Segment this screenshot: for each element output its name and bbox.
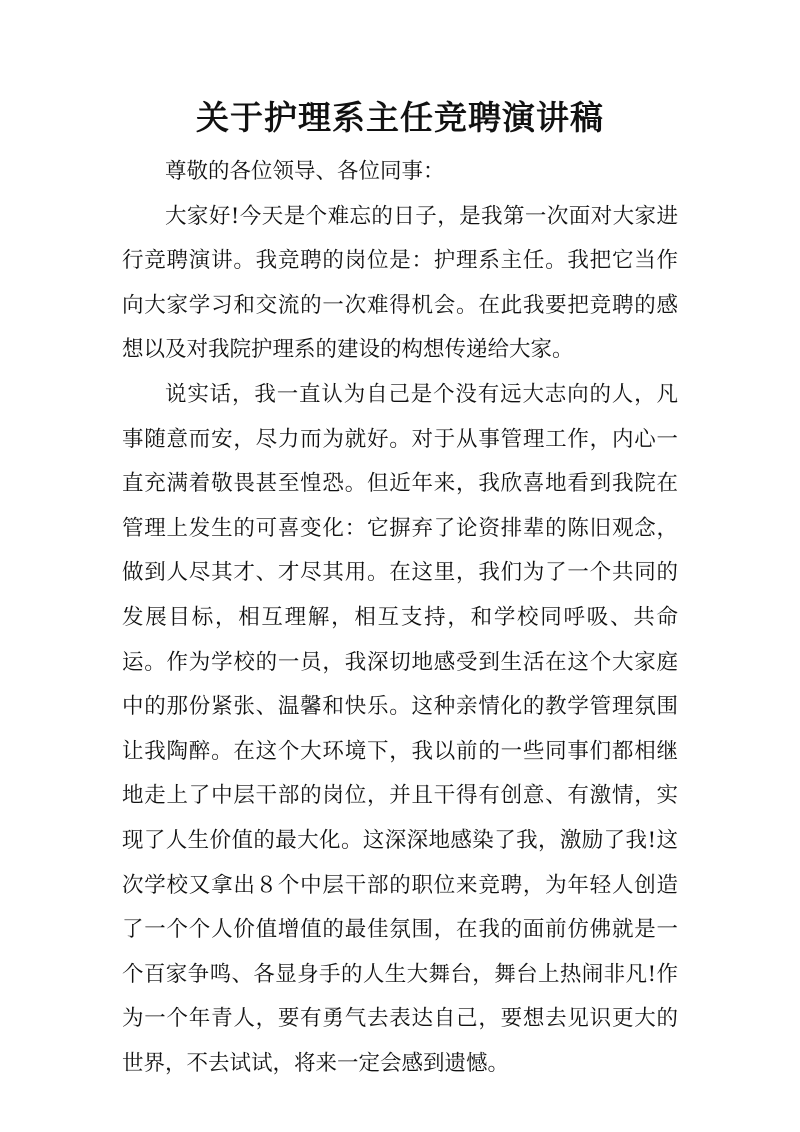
document-body [122,150,678,1086]
greeting-line: 尊敬的各位领导、各位同事： [165,159,445,184]
paragraph-main: 说实话，我一直认为自己是个没有远大志向的人，凡事随意而安，尽力而为就好。对于从事管理工作，内心一直充满着敬畏甚至惶恐。但近年来，我欣喜地看到我院在管理上发生的可喜变化：它摒弃了论资排辈的陈旧观念，做到人尽其才、才尽其用。在这里，我们为了一个共同的发展目标，相互理解，相互支持，和学校同呼吸、共命运。作为学校的一员，我深切地感受到生活在这个大家庭中的那份紧张、温馨和快乐。这种亲情化的教学管理氛围让我陶醉。在这个大环境下，我以前的一些同事们都相继地走上了中层干部的岗位，并且干得有创意、有激情，实现了人生价值的最大化。这深深地感染了我，激励了我!这次学校又拿出８个中层干部的职位来竞聘，为年轻人创造了一个个人价值增值的最佳氛围，在我的面前仿佛就是一个百家争鸣、各显身手的人生大舞台，舞台上热闹非凡!作为一个年青人，要有勇气去表达自己，要想去见识更大的世界，不去试试，将来一定会感到遗憾。 [122,381,678,1076]
paragraph-intro: 大家好!今天是个难忘的日子，是我第一次面对大家进行竞聘演讲。我竞聘的岗位是：护理系主任。我把它当作向大家学习和交流的一次难得机会。在此我要把竞聘的感想以及对我院护理系的建设的构想传递给大家。 [122,203,678,363]
document-title: 关于护理系主任竞聘演讲稿 [196,98,604,137]
